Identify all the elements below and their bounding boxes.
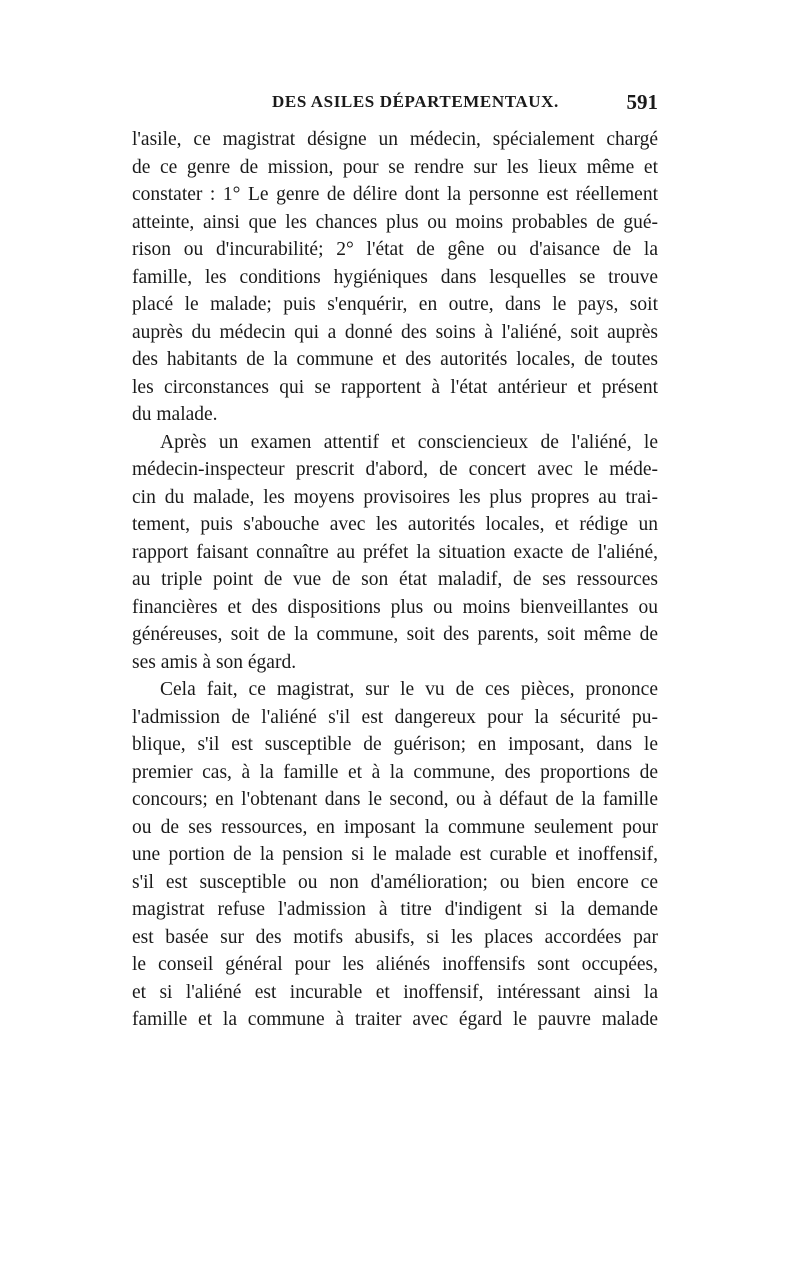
text-line: financières et des dispositions plus ou moins bienveillantes ou <box>132 596 658 618</box>
text-line: auprès du médecin qui a donné des soins à l'aliéné, soit auprès <box>132 321 658 343</box>
text-line: s'il est susceptible ou non d'amélioration; ou bien encore ce <box>132 871 658 893</box>
running-header <box>132 92 658 118</box>
text-line: ses amis à son égard. <box>132 651 297 673</box>
text-line: et si l'aliéné est incurable et inoffensif, intéressant ainsi la <box>132 981 658 1003</box>
body-text <box>132 126 658 1034</box>
running-title: DES ASILES DÉPARTEMENTAUX. <box>272 92 559 111</box>
page-number: 591 <box>626 90 658 114</box>
text-line: famille, les conditions hygiéniques dans lesquelles se trouve <box>132 266 658 288</box>
text-line: au triple point de vue de son état maladif, de ses ressources <box>132 569 658 590</box>
text-line: cin du malade, les moyens provisoires les plus propres au trai- <box>132 486 658 508</box>
text-line: concours; en l'obtenant dans le second, ou à défaut de la famille <box>132 789 658 810</box>
paragraph-1 <box>132 126 658 429</box>
text-line: l'admission de l'aliéné s'il est dangereux pour la sécurité pu- <box>132 706 658 728</box>
text-line: une portion de la pension si le malade est curable et inoffensif, <box>132 844 658 865</box>
text-line: famille et la commune à traiter avec égard le pauvre malade <box>132 1009 658 1030</box>
text-line: du malade. <box>132 404 218 425</box>
text-line: les circonstances qui se rapportent à l'état antérieur et présent <box>132 376 658 398</box>
text-line: généreuses, soit de la commune, soit des parents, soit même de <box>132 624 658 645</box>
text-line: ou de ses ressources, en imposant la commune seulement pour <box>132 816 658 838</box>
text-line: magistrat refuse l'admission à titre d'indigent si la demande <box>132 899 658 920</box>
text-line: le conseil général pour les aliénés inoffensifs sont occupées, <box>132 954 658 975</box>
text-line: blique, s'il est susceptible de guérison; en imposant, dans le <box>132 734 658 755</box>
text-line: est basée sur des motifs abusifs, si les places accordées par <box>132 926 658 948</box>
text-line: Cela fait, ce magistrat, sur le vu de ces pièces, prononce <box>160 679 658 700</box>
text-line: atteinte, ainsi que les chances plus ou moins probables de gué- <box>132 211 658 233</box>
text-line: médecin-inspecteur prescrit d'abord, de concert avec le méde- <box>132 459 658 480</box>
text-line: de ce genre de mission, pour se rendre sur les lieux même et <box>132 156 658 178</box>
text-line: rison ou d'incurabilité; 2° l'état de gêne ou d'aisance de la <box>132 239 658 260</box>
text-line: rapport faisant connaître au préfet la situation exacte de l'aliéné, <box>132 541 658 563</box>
paragraph-3 <box>132 676 658 1034</box>
text-line: Après un examen attentif et consciencieux de l'aliéné, le <box>160 431 658 453</box>
paragraph-2 <box>132 429 658 677</box>
text-line: constater : 1° Le genre de délire dont la personne est réellement <box>132 184 658 205</box>
text-line: placé le malade; puis s'enquérir, en outre, dans le pays, soit <box>132 294 658 315</box>
text-line: premier cas, à la famille et à la commune, des proportions de <box>132 761 658 783</box>
text-line: tement, puis s'abouche avec les autorités locales, et rédige un <box>132 514 658 535</box>
text-line: des habitants de la commune et des autorités locales, de toutes <box>132 349 658 370</box>
text-line: l'asile, ce magistrat désigne un médecin, spécialement chargé <box>132 129 658 150</box>
